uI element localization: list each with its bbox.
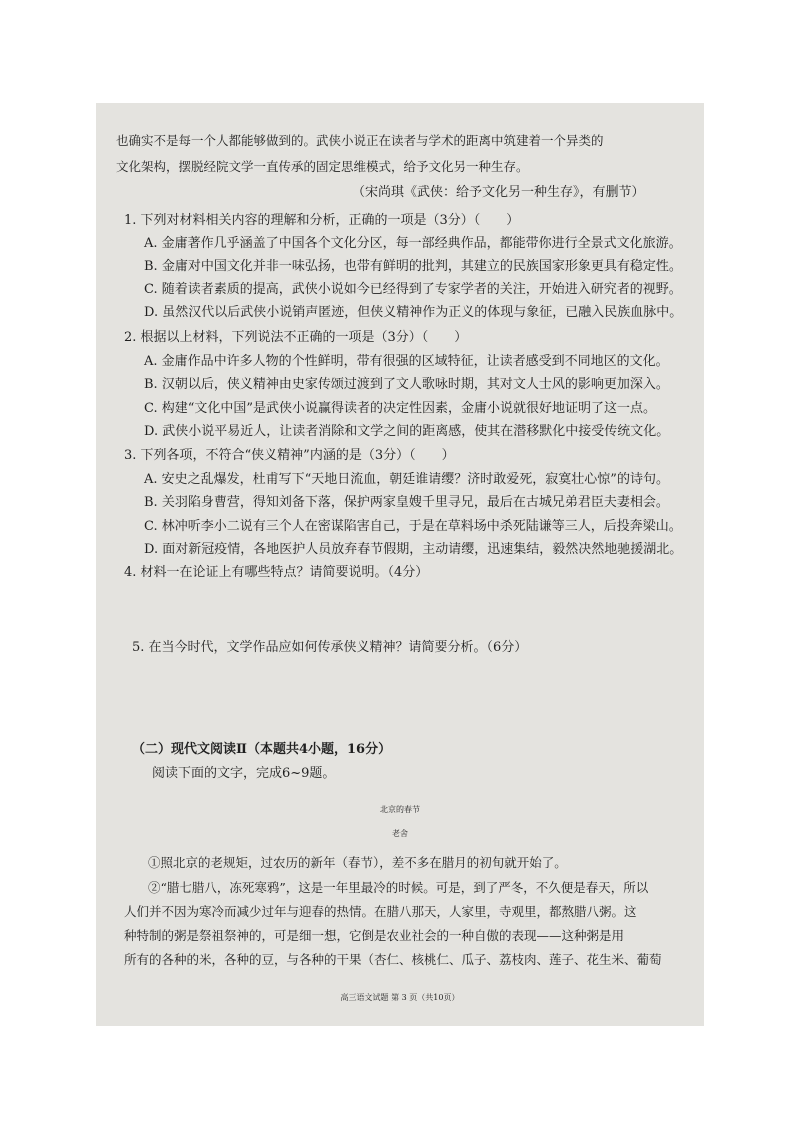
article-paragraph-line: 人们并不因为寒冷而减少过年与迎春的热情。在腊八那天，人家里，寺观里，都熬腊八粥。这 bbox=[124, 904, 637, 919]
question-2-option-d: D. 武侠小说平易近人，让读者消除和文学之间的距离感，使其在潜移默化中接受传统文化。 bbox=[144, 424, 670, 439]
article-paragraph-line: 种特制的粥是祭祖祭神的，可是细一想，它倒是农业社会的一种自傲的表现——这种粥是用 bbox=[124, 928, 625, 943]
question-1-option-b: B. 金庸对中国文化并非一味弘扬，也带有鲜明的批判，其建立的民族国家形象更具有稳定性。 bbox=[144, 259, 682, 274]
question-1-option-a: A. 金庸著作几乎涵盖了中国各个文化分区，每一部经典作品，都能带你进行全景式文化旅游。 bbox=[144, 236, 682, 251]
passage-source: （宋尚琪《武侠：给予文化另一种生存》，有删节） bbox=[352, 185, 645, 200]
question-1-option-c: C. 随着读者素质的提高，武侠小说如今已经得到了专家学者的关注，开始进入研究者的视野。 bbox=[144, 282, 682, 297]
article-paragraph-line: ①照北京的老规矩，过农历的新年（春节），差不多在腊月的初旬就开始了。 bbox=[148, 855, 567, 870]
article-paragraph-line: ②“腊七腊八，冻死寒鸦”，这是一年里最冷的时候。可是，到了严冬，不久便是春天，所以 bbox=[148, 880, 649, 895]
question-1-stem: 1. 下列对材料相关内容的理解和分析，正确的一项是（3分）（ ） bbox=[124, 213, 520, 228]
section-2-heading: （二）现代文阅读Ⅱ（本题共4小题，16分） bbox=[132, 742, 392, 757]
question-5-stem: 5. 在当今时代，文学作品应如何传承侠义精神？请简要分析。（6分） bbox=[132, 640, 528, 655]
article-author: 老舍 bbox=[392, 829, 408, 838]
passage-line: 也确实不是每一个人都能够做到的。武侠小说正在读者与学术的距离中筑建着一个异类的 bbox=[116, 133, 604, 148]
question-2-option-a: A. 金庸作品中许多人物的个性鲜明，带有很强的区域特征，让读者感受到不同地区的文化。 bbox=[144, 354, 669, 369]
question-3-option-c: C. 林冲听李小二说有三个人在密谋陷害自己，于是在草料场中杀死陆谦等三人，后投奔梁山。 bbox=[144, 519, 682, 534]
question-3-stem: 3. 下列各项，不符合“侠义精神”内涵的是（3分）（ ） bbox=[124, 448, 455, 463]
exam-page bbox=[96, 103, 704, 1026]
page-footer: 高三语文试题 第 3 页（共10页） bbox=[340, 993, 460, 1002]
article-title: 北京的春节 bbox=[380, 805, 420, 814]
article-paragraph-line: 所有的各种的米，各种的豆，与各种的干果（杏仁、核桃仁、瓜子、荔枝肉、莲子、花生米、葡萄 bbox=[124, 952, 662, 967]
question-3-option-d: D. 面对新冠疫情，各地医护人员放弃春节假期，主动请缨，迅速集结，毅然决然地驰援湖北。 bbox=[144, 542, 683, 557]
answer-space bbox=[124, 585, 684, 635]
question-1-option-d: D. 虽然汉代以后武侠小说销声匿迹，但侠义精神作为正义的体现与象征，已融入民族血脉中。 bbox=[144, 305, 683, 320]
answer-space bbox=[124, 659, 684, 729]
question-2-option-c: C. 构建“文化中国”是武侠小说赢得读者的决定性因素，金庸小说就很好地证明了这一点。 bbox=[144, 401, 657, 416]
passage-line: 文化架构，摆脱经院文学一直传承的固定思维模式，给予文化另一种生存。 bbox=[116, 159, 529, 174]
question-3-option-a: A. 安史之乱爆发，杜甫写下“天地日流血，朝廷谁请缨？济时敢爱死，寂寞壮心惊”的诗句。 bbox=[144, 472, 669, 487]
question-4-stem: 4. 材料一在论证上有哪些特点？请简要说明。（4分） bbox=[124, 565, 429, 580]
section-2-instruction: 阅读下面的文字，完成6~9题。 bbox=[152, 766, 336, 781]
question-2-option-b: B. 汉朝以后，侠义精神由史家传颂过渡到了文人歌咏时期，其对文人士风的影响更加深入。 bbox=[144, 377, 669, 392]
question-3-option-b: B. 关羽陷身曹营，得知刘备下落，保护两家皇嫂千里寻兄，最后在古城兄弟君臣夫妻相会。 bbox=[144, 495, 669, 510]
question-2-stem: 2. 根据以上材料，下列说法不正确的一项是（3分）（ ） bbox=[124, 330, 468, 345]
